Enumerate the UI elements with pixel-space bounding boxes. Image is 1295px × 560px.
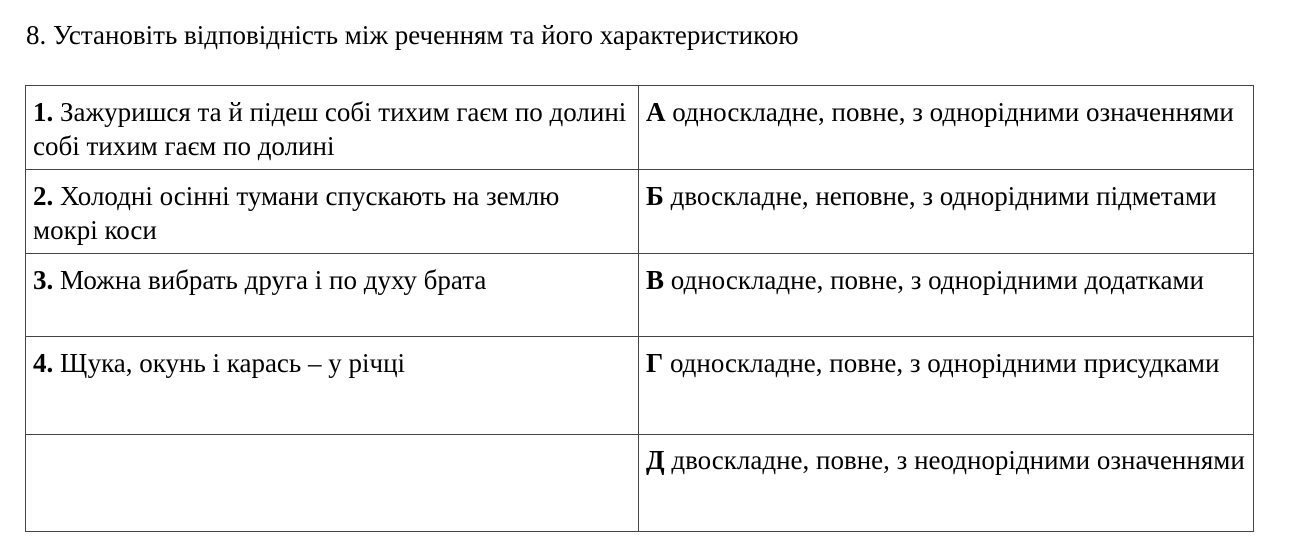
characteristic-cell-v	[639, 254, 1254, 337]
sentence-number: 3.	[33, 265, 54, 295]
sentence-cell-2	[26, 170, 639, 254]
characteristic-text: двоскладне, неповне, з однорідними підметами	[663, 181, 1217, 211]
sentence-cell-4	[26, 337, 639, 435]
table-row	[26, 337, 1254, 435]
characteristic-text: односкладне, повне, з однорідними додатками	[664, 265, 1204, 295]
characteristic-cell-h	[639, 337, 1254, 435]
sentence-text: Зажуришся та й підеш собі тихим гаєм по долині собі тихим гаєм по долині	[33, 97, 627, 161]
characteristic-letter: Д	[646, 445, 665, 475]
characteristic-letter: Б	[646, 181, 664, 211]
sentence-number: 1.	[33, 97, 54, 127]
matching-table	[25, 85, 1254, 532]
sentence-text: Холодні осінні тумани спускають на землю мокрі коси	[33, 181, 560, 245]
characteristic-cell-b	[639, 170, 1254, 254]
characteristic-text: двоскладне, повне, з неоднорідними означеннями	[664, 445, 1245, 475]
characteristic-cell-d	[639, 435, 1254, 532]
characteristic-letter: А	[646, 97, 666, 127]
table-row	[26, 435, 1254, 532]
empty-sentence-cell	[26, 435, 639, 532]
characteristic-letter: В	[646, 265, 665, 295]
table-row	[26, 254, 1254, 337]
characteristic-text: односкладне, повне, з однорідними присудками	[663, 348, 1220, 378]
sentence-number: 2.	[33, 181, 54, 211]
question-title: 8. Установіть відповідність між реченням та його характеристикою	[26, 20, 799, 50]
sentence-cell-1	[26, 86, 639, 170]
characteristic-text: односкладне, повне, з однорідними означеннями	[665, 97, 1234, 127]
characteristic-letter: Г	[646, 348, 664, 378]
table-row	[26, 170, 1254, 254]
characteristic-cell-a	[639, 86, 1254, 170]
sentence-number: 4.	[33, 348, 54, 378]
sentence-text: Можна вибрать друга і по духу брата	[53, 265, 487, 295]
sentence-text: Щука, окунь і карась – у річці	[53, 348, 406, 378]
sentence-cell-3	[26, 254, 639, 337]
table-row	[26, 86, 1254, 170]
